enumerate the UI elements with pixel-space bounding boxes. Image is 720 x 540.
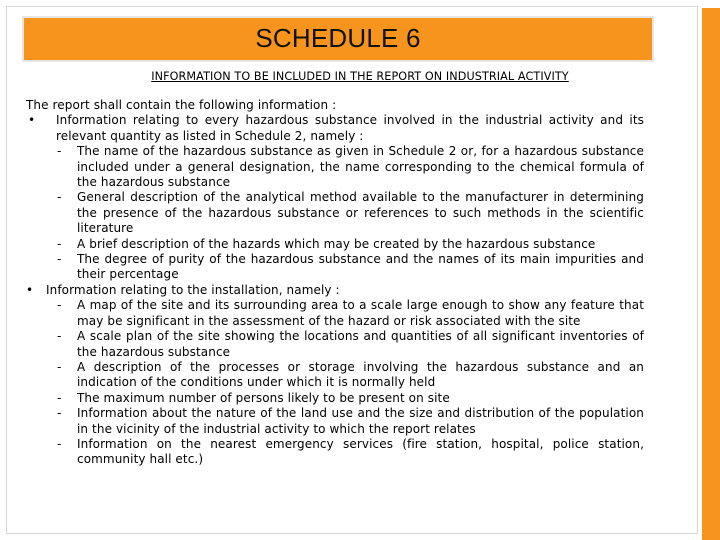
dash-marker: - <box>57 436 62 451</box>
bullet-installation <box>26 283 644 298</box>
intro-text: The report shall contain the following information : <box>26 98 337 112</box>
dash-marker: - <box>57 298 62 313</box>
list-item-text: The name of the hazardous substance as given in Schedule 2 or, for a hazardous substance included under a general designation, the name corresponding to the chemical formula of the hazardous substance <box>77 144 644 190</box>
dash-marker: - <box>57 390 62 405</box>
bullet-substances <box>26 113 644 144</box>
document-subtitle: INFORMATION TO BE INCLUDED IN THE REPORT ON INDUSTRIAL ACTIVITY <box>151 70 569 83</box>
dash-marker: - <box>57 252 62 267</box>
list-item <box>26 144 644 190</box>
list-item-text: A brief description of the hazards which may be created by the hazardous substance <box>77 236 596 251</box>
accent-bar-gap <box>702 0 720 8</box>
dash-marker: - <box>57 406 62 421</box>
content-body <box>26 98 644 468</box>
list-item-text: Information about the nature of the land use and the size and distribution of the population in the vicinity of the industrial activity to which the report relates <box>77 406 644 436</box>
title-banner <box>22 16 654 62</box>
list-item <box>26 437 644 468</box>
list-item-text: A description of the processes or storage involving the hazardous substance and an indication of the conditions under which it is normally held <box>77 359 644 390</box>
bullet-text: Information relating to every hazardous substance involved in the industrial activity and its relevant quantity as listed in Schedule 2, namely : <box>56 113 644 143</box>
list-item <box>26 252 644 283</box>
list-item-text: The degree of purity of the hazardous substance and the names of its main impurities and their percentage <box>77 252 644 282</box>
list-item <box>26 190 644 236</box>
bullet-marker: • <box>28 113 36 128</box>
bullet-marker: • <box>26 282 34 297</box>
dash-marker: - <box>57 359 62 374</box>
list-item-text: General description of the analytical method available to the manufacturer in determining the presence of the hazardous substance or references to such methods in the scientific literature <box>77 190 644 236</box>
list-item <box>26 360 644 391</box>
list-item-text: The maximum number of persons likely to be present on site <box>77 390 450 405</box>
slide-title: SCHEDULE 6 <box>255 23 421 53</box>
list-item-text: A scale plan of the site showing the locations and quantities of all significant inventories of the hazardous substance <box>77 329 644 359</box>
list-item <box>26 298 644 329</box>
list-item <box>26 391 644 406</box>
dash-marker: - <box>57 190 62 205</box>
dash-marker: - <box>57 144 62 159</box>
list-item <box>26 237 644 252</box>
list-item <box>26 329 644 360</box>
dash-marker: - <box>57 236 62 251</box>
bullet-text: Information relating to the installation, namely : <box>46 282 340 297</box>
dash-marker: - <box>57 329 62 344</box>
list-item-text: A map of the site and its surrounding area to a scale large enough to show any feature that may be significant in the assessment of the hazard or risk associated with the site <box>77 298 644 328</box>
list-item <box>26 406 644 437</box>
list-item-text: Information on the nearest emergency services (fire station, hospital, police station, community hall etc.) <box>77 436 644 467</box>
